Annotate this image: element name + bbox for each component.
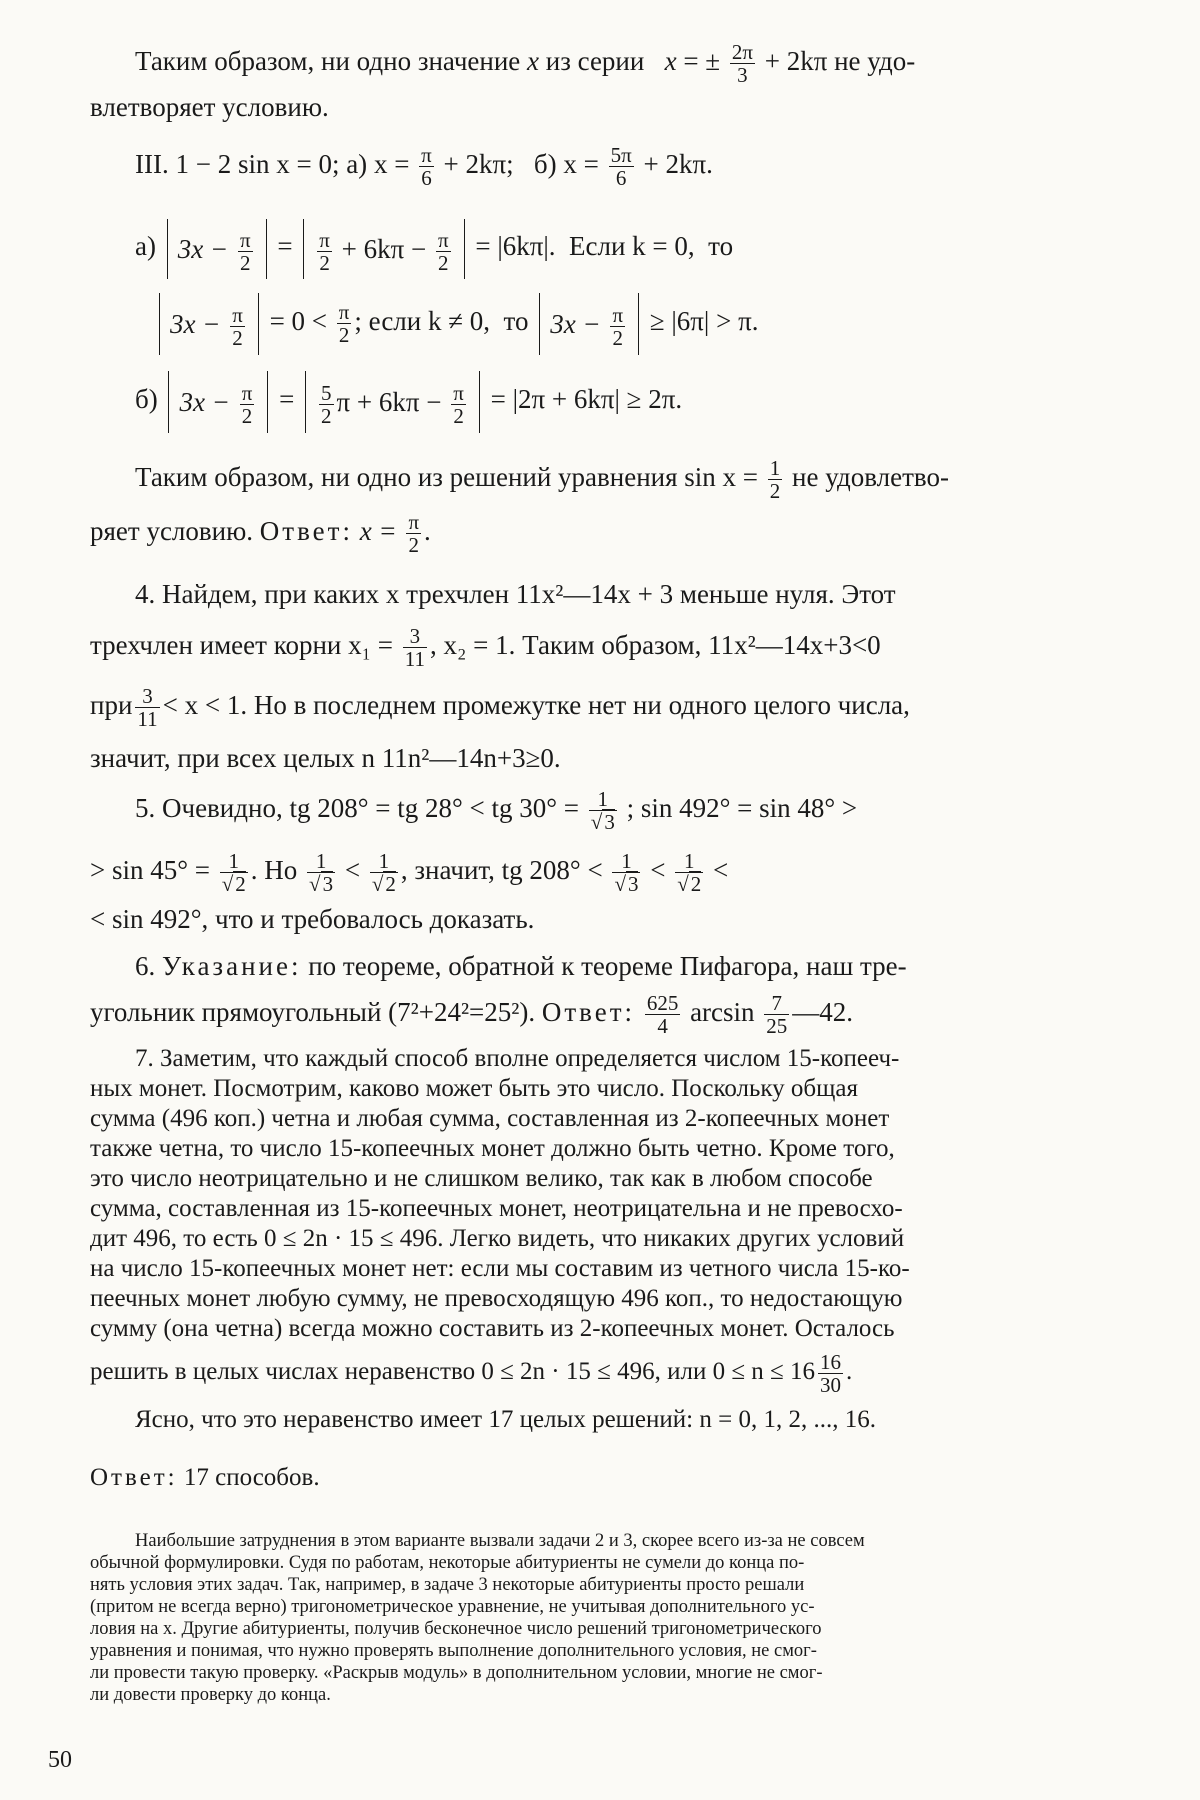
text-line: ных монет. Посмотрим, каково может быть это число. Поскольку общая: [90, 1075, 858, 1102]
fraction: $\frac{1}{√3}$: [590, 787, 615, 835]
absolute-value: 3x − $\frac{\pi}{2}$: [159, 293, 259, 355]
text-line: это число неотрицательно и не слишком велико, так как в любом способе: [90, 1165, 873, 1192]
text-line: а) 3x − $\frac{\pi}{2}$ = $\frac{\pi}{2}$ + 6kπ − $\frac{\pi}{2}$ = |6kπ|. Если k = 0, то: [90, 218, 1140, 274]
text-line: 4. Найдем, при каких x трехчлен 11x²—14x + 3 меньше нуля. Этот: [135, 579, 896, 609]
absolute-value: 3x − $\frac{\pi}{2}$: [539, 293, 639, 355]
text-line: пеечных монет любую сумму, не превосходящую 496 коп., то недостающую: [90, 1285, 903, 1312]
absolute-value: $\frac{5}{2}$ π + 6kπ − $\frac{\pi}{2}$: [305, 371, 480, 433]
case-a: [90, 218, 1140, 350]
note-line: ли довести проверку до конца.: [90, 1685, 331, 1705]
note-line: ли провести такую проверку. «Раскрыв модуль» в дополнительном условии, многие не смог-: [90, 1663, 823, 1683]
fraction: $\frac{\pi}{6}$: [421, 143, 432, 191]
problem-6: [90, 948, 1140, 1038]
text-line: значит, при всех целых n 11n²—14n+3≥0.: [90, 743, 561, 773]
text-line: 7. Заметим, что каждый способ вполне определяется числом 15-копееч-: [135, 1045, 900, 1072]
text-line: III. 1 − 2 sin x = 0; а) x = $\frac{\pi}{6}$ + 2kπ; б) x = $\frac{5\pi}{6}$ + 2kπ.: [135, 143, 713, 191]
note-line: уравнения и понимая, что нужно проверять выполнение дополнительного условия, не смог-: [90, 1641, 817, 1661]
text-line: трехчлен имеет корни x₁ = $\frac{3}{11}$ , x₂ = 1. Таким образом, 11x²—14x+3<0: [90, 624, 881, 672]
case-three: [90, 142, 1140, 191]
fraction: $\frac{1}{√2}$: [677, 849, 702, 897]
text-line: также четна, то число 15-копеечных монет должно быть четно. Кроме того,: [90, 1135, 895, 1162]
absolute-value: 3x − $\frac{\pi}{2}$: [167, 219, 267, 279]
paragraph-summary: [90, 452, 1140, 556]
text-line: 3x − $\frac{\pi}{2}$ = 0 < $\frac{\pi}{2}$ ; если k ≠ 0, то 3x − $\frac{\pi}{2}$ ≥ |6π| > π.: [90, 292, 1140, 350]
text-line: решить в целых числах неравенство 0 ≤ 2n · 15 ≤ 496, или 0 ≤ n ≤ 16 $\frac{16}{30}$ .: [90, 1349, 853, 1397]
text-line: < sin 492°, что и требовалось доказать.: [90, 904, 535, 934]
text-line: Ответ: 17 способов.: [90, 1464, 320, 1491]
answer-label: Ответ:: [90, 1464, 178, 1491]
fraction: $\frac{5\pi}{6}$: [610, 143, 632, 191]
note-line: Наибольшие затруднения в этом варианте вызвали задачи 2 и 3, скорее всего из-за не совсем: [135, 1531, 865, 1551]
fraction: $\frac{1}{2}$: [769, 456, 781, 504]
text-line: Ясно, что это неравенство имеет 17 целых решений: n = 0, 1, 2, ..., 16.: [135, 1406, 876, 1433]
problem-4: [90, 576, 1140, 778]
text-line: при $\frac{3}{11}$ < x < 1. Но в последнем промежутке нет ни одного целого числа,: [90, 684, 910, 732]
paragraph-series: [90, 38, 1140, 121]
fraction: $\frac{1}{√3}$: [309, 849, 334, 897]
text-line: Таким образом, ни одно значение x из серии x = ± $\frac{2\pi}{3}$ + 2kπ не удо-: [135, 40, 916, 88]
fraction: $\frac{2\pi}{3}$: [731, 40, 753, 88]
hint-label: Указание:: [162, 951, 302, 981]
text-line: на число 15-копеечных монет нет: если мы составим из четного числа 15-ко-: [90, 1255, 910, 1282]
note-line: нять условия этих задач. Так, например, в задаче 3 некоторые абитуриенты просто решали: [90, 1575, 805, 1595]
case-b: [90, 370, 1140, 428]
fraction: $\frac{\pi}{2}$: [408, 510, 420, 558]
fraction: $\frac{1}{√3}$: [614, 849, 639, 897]
absolute-value: $\frac{\pi}{2}$ + 6kπ − $\frac{\pi}{2}$: [303, 219, 464, 279]
text-line: ряет условию. Ответ: x = $\frac{\pi}{2}$ .: [90, 510, 431, 558]
fraction: $\frac{625}{4}$: [646, 991, 679, 1039]
note-line: (притом не всегда верно) тригонометрическое уравнение, не учитывая дополнительного ус-: [90, 1597, 815, 1617]
answer-label: Ответ:: [541, 997, 636, 1027]
fraction: $\frac{3}{11}$: [137, 684, 158, 732]
text-line: > sin 45° = $\frac{1}{√2}$ . Но $\frac{1}{√3}$ < $\frac{1}{√2}$ , значит, tg 208° < $\frac{1}{√3}$ < $\frac{1}{√2}$ <: [90, 849, 729, 897]
note-line: обычной формулировки. Судя по работам, некоторые абитуриенты не сумели до конца по-: [90, 1553, 805, 1573]
text-line: угольник прямоугольный (7²+24²=25²). Ответ: $\frac{625}{4}$ arcsin $\frac{7}{25}$ —42.: [90, 991, 854, 1039]
fraction: $\frac{3}{11}$: [404, 624, 425, 672]
text-line: дит 496, то есть 0 ≤ 2n · 15 ≤ 496. Легко видеть, что никаких других условий: [90, 1225, 905, 1252]
problem-7: [90, 1044, 1140, 1498]
text-line: сумма, составленная из 15-копеечных монет, неотрицательна и не превосхо-: [90, 1195, 903, 1222]
fraction: $\frac{7}{25}$: [766, 991, 788, 1039]
text-line: сумму (она четна) всегда можно составить из 2-копеечных монет. Осталось: [90, 1315, 895, 1342]
text-line: влетворяет условию.: [90, 92, 329, 122]
fraction: $\frac{1}{√2}$: [371, 849, 396, 897]
fraction: $\frac{16}{30}$: [820, 1349, 842, 1397]
page-number: 50: [48, 1747, 72, 1773]
problem-5: [90, 780, 1140, 936]
text-line: Таким образом, ни одно из решений уравнения sin x = $\frac{1}{2}$ не удовлетво-: [135, 456, 949, 504]
fraction: $\frac{1}{√2}$: [221, 849, 246, 897]
text-line: 5. Очевидно, tg 208° = tg 28° < tg 30° = $\frac{1}{√3}$ ; sin 492° = sin 48° >: [135, 787, 858, 835]
text-line: сумма (496 коп.) четна и любая сумма, составленная из 2-копеечных монет: [90, 1105, 890, 1132]
text-line: б) 3x − $\frac{\pi}{2}$ = $\frac{5}{2}$ π + 6kπ − $\frac{\pi}{2}$ = |2π + 6kπ| ≥ 2π.: [90, 370, 1140, 428]
text-line: 6. Указание: по теореме, обратной к теореме Пифагора, наш тре-: [135, 951, 907, 981]
editorial-note: [90, 1530, 1140, 1706]
note-line: ловия на x. Другие абитуриенты, получив бесконечное число решений тригонометрического: [90, 1619, 822, 1639]
answer-label: Ответ:: [259, 516, 353, 546]
absolute-value: 3x − $\frac{\pi}{2}$: [168, 371, 268, 433]
